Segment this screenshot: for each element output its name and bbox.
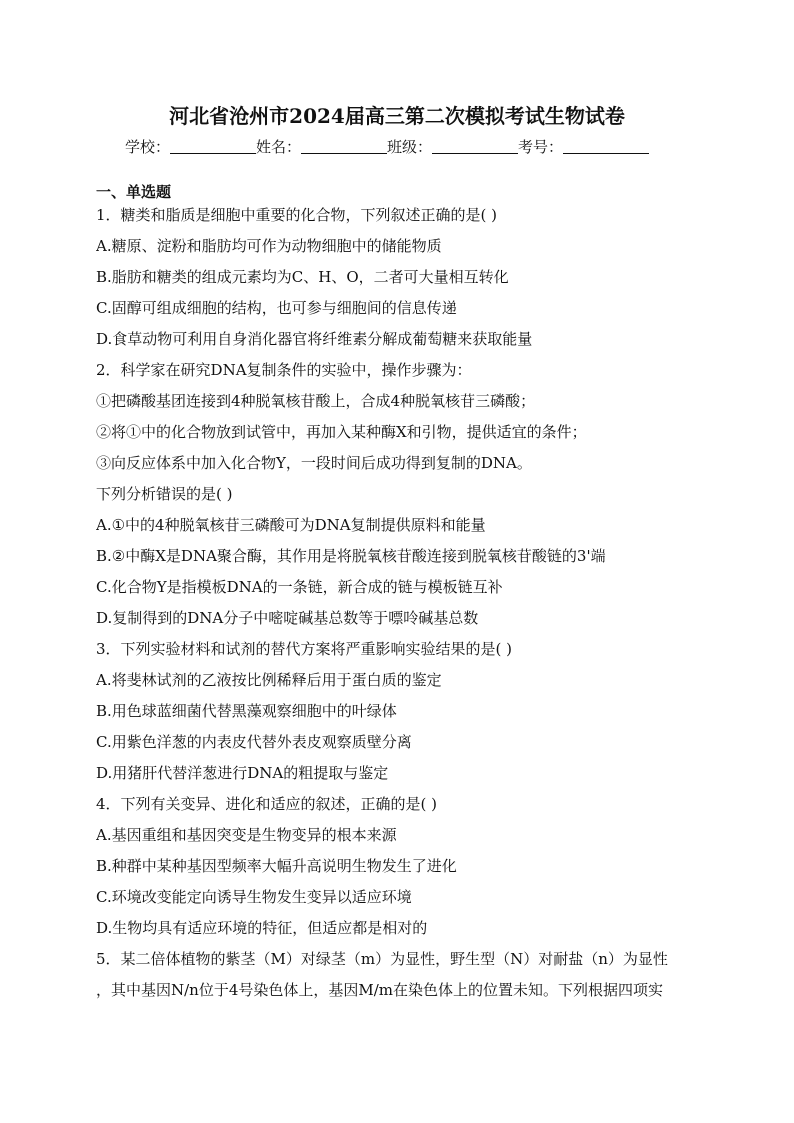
option-line: A.①中的4种脱氧核苷三磷酸可为DNA复制提供原料和能量 [96,516,486,534]
option-line: A.基因重组和基因突变是生物变异的根本来源 [96,826,397,844]
section-heading: 一、单选题 [96,183,172,201]
option-line: B.种群中某种基因型频率大幅升高说明生物发生了进化 [96,857,457,875]
step-line: ③向反应体系中加入化合物Y，一段时间后成功得到复制的DNA。 [96,454,532,472]
option-line: C.化合物Y是指模板DNA的一条链，新合成的链与模板链互补 [96,578,503,596]
name-label: 姓名： [256,138,302,156]
option-line: D.复制得到的DNA分子中嘧啶碱基总数等于嘌呤碱基总数 [96,609,479,627]
option-line: C.用紫色洋葱的内表皮代替外表皮观察质壁分离 [96,733,412,751]
option-line: B.②中酶X是DNA聚合酶，其作用是将脱氧核苷酸连接到脱氧核苷酸链的3'端 [96,547,606,565]
number-label: 考号： [518,138,564,156]
option-line: A.糖原、淀粉和脂肪均可作为动物细胞中的储能物质 [96,237,442,255]
page-title: 河北省沧州市2024届高三第二次模拟考试生物试卷 [169,104,625,128]
option-line: B.用色球蓝细菌代替黑藻观察细胞中的叶绿体 [96,702,397,720]
option-line: D.用猪肝代替洋葱进行DNA的粗提取与鉴定 [96,764,389,782]
school-blank[interactable] [170,139,256,154]
question-content [96,205,706,1011]
option-line: A.将斐林试剂的乙液按比例稀释后用于蛋白质的鉴定 [96,671,442,689]
option-line: D.食草动物可利用自身消化器官将纤维素分解成葡萄糖来获取能量 [96,330,533,348]
school-label: 学校： [125,138,171,156]
option-line: D.生物均具有适应环境的特征，但适应都是相对的 [96,919,428,937]
question-line: 1．糖类和脂质是细胞中重要的化合物，下列叙述正确的是( ) [96,206,498,224]
name-blank[interactable] [301,139,387,154]
option-line: C.固醇可组成细胞的结构，也可参与细胞间的信息传递 [96,299,457,317]
question-line: ，其中基因N/n位于4号染色体上，基因M/m在染色体上的位置未知。下列根据四项实 [96,981,664,999]
class-blank[interactable] [432,139,518,154]
question-line: 3．下列实验材料和试剂的替代方案将严重影响实验结果的是( ) [96,640,513,658]
number-blank[interactable] [563,139,649,154]
option-line: B.脂肪和糖类的组成元素均为C、H、O，二者可大量相互转化 [96,268,509,286]
question-line: 5．某二倍体植物的紫茎（M）对绿茎（m）为显性，野生型（N）对耐盐（n）为显性 [96,950,668,968]
option-line: C.环境改变能定向诱导生物发生变异以适应环境 [96,888,412,906]
student-info-line [125,136,685,157]
step-line: ①把磷酸基团连接到4种脱氧核苷酸上，合成4种脱氧核苷三磷酸； [96,392,536,410]
class-label: 班级： [387,138,433,156]
step-line: ②将①中的化合物放到试管中，再加入某种酶X和引物，提供适宜的条件； [96,423,587,441]
question-line: 4．下列有关变异、进化和适应的叙述，正确的是( ) [96,795,438,813]
question-line: 2．科学家在研究DNA复制条件的实验中，操作步骤为： [96,361,472,379]
question-line: 下列分析错误的是( ) [96,485,233,503]
